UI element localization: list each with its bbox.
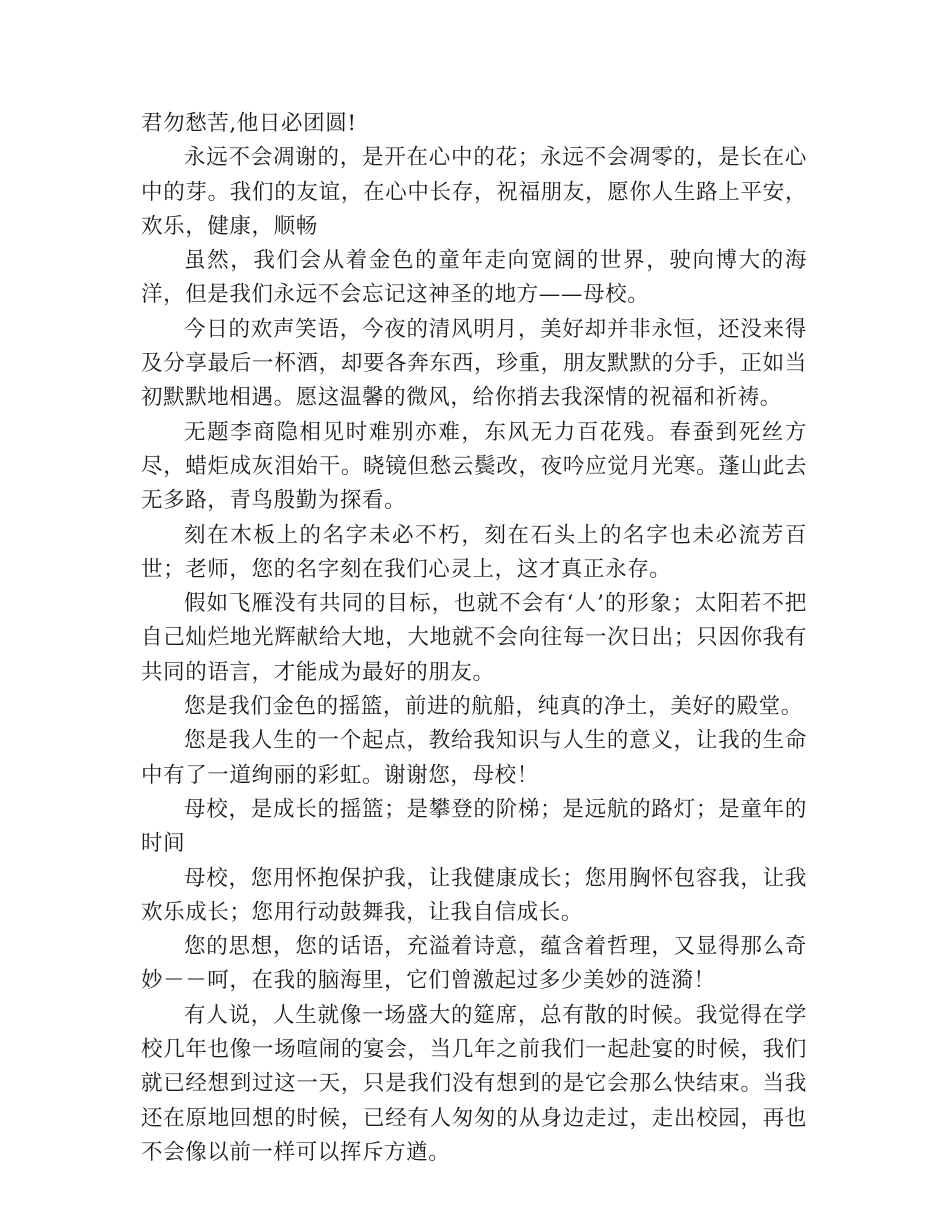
paragraph-4: 今日的欢声笑语，今夜的清风明月，美好却并非永恒，还没来得及分享最后一杯酒，却要各奔东西，珍重，朋友默默的分手，正如当初默默地相遇。愿这温馨的微风，给你捎去我深情的祝福和祈祷。 xyxy=(141,316,807,411)
document-body xyxy=(141,107,807,1170)
paragraph-3: 虽然，我们会从着金色的童年走向宽阔的世界，驶向博大的海洋，但是我们永远不会忘记这神圣的地方——母校。 xyxy=(141,248,807,308)
paragraph-9: 您是我人生的一个起点，教给我知识与人生的意义，让我的生命中有了一道绚丽的彩虹。谢谢您，母校！ xyxy=(141,728,807,788)
paragraph-5: 无题李商隐相见时难别亦难，东风无力百花残。春蚕到死丝方尽，蜡炬成灰泪始干。晓镜但愁云鬓改，夜吟应觉月光寒。蓬山此去无多路，青鸟殷勤为探看。 xyxy=(141,419,807,514)
paragraph-2: 永远不会凋谢的，是开在心中的花；永远不会凋零的，是长在心中的芽。我们的友谊，在心中长存，祝福朋友，愿你人生路上平安，欢乐，健康，顺畅 xyxy=(141,145,807,239)
paragraph-13: 有人说，人生就像一场盛大的筵席，总有散的时候。我觉得在学校几年也像一场喧闹的宴会，当几年之前我们一起赴宴的时候，我们就已经想到过这一天，只是我们没有想到的是它会那么快结束。当我还在原地回想的时候，已经有人匆匆的从身边走过，走出校园，再也不会像以前一样可以挥斥方遒。 xyxy=(141,1002,807,1165)
paragraph-11: 母校，您用怀抱保护我，让我健康成长；您用胸怀包容我，让我欢乐成长；您用行动鼓舞我，让我自信成长。 xyxy=(141,865,807,925)
paragraph-7: 假如飞雁没有共同的目标，也就不会有‘人’的形象；太阳若不把自己灿烂地光辉献给大地，大地就不会向往每一次日出；只因你我有共同的语言，才能成为最好的朋友。 xyxy=(141,591,807,685)
paragraph-6: 刻在木板上的名字未必不朽，刻在石头上的名字也未必流芳百世；老师，您的名字刻在我们心灵上，这才真正永存。 xyxy=(141,522,807,582)
paragraph-1: 君勿愁苦,他日必团圆! xyxy=(141,111,357,136)
paragraph-8: 您是我们金色的摇篮，前进的航船，纯真的净土，美好的殿堂。 xyxy=(184,694,803,720)
paragraph-12: 您的思想，您的话语，充溢着诗意，蕴含着哲理，又显得那么奇妙－－呵，在我的脑海里，它们曾激起过多少美妙的涟漪！ xyxy=(141,934,807,994)
paragraph-10: 母校，是成长的摇篮；是攀登的阶梯；是远航的路灯；是童年的时间 xyxy=(141,796,807,857)
